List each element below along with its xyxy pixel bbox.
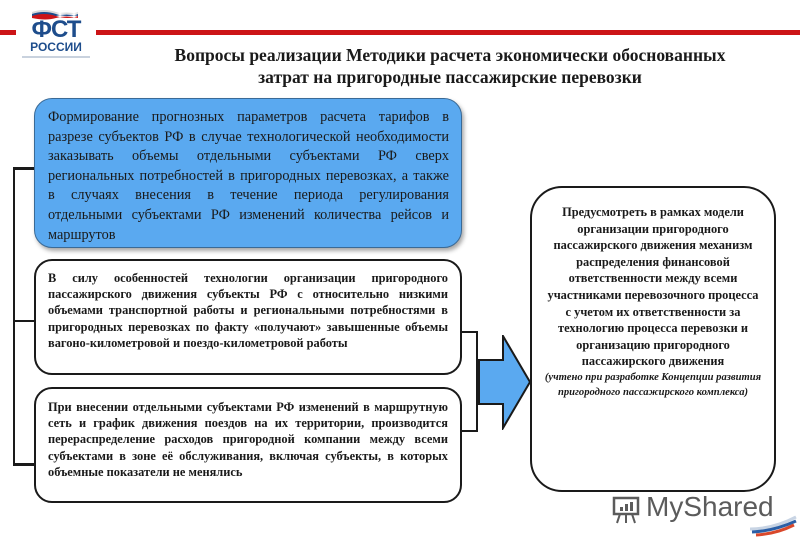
right-arrow-icon [478, 335, 532, 430]
issue-text: Формирование прогнозных параметров расчета тарифов в разрезе субъектов РФ в случае технологической необходимости заказывать объемы отдельными субъектами РФ сверх региональных потребностей в пригородных перевозках, а также в случаях внесения в течение периода регулирования отдельными субъектами РФ изменений количества рейсов и маршрутов [48, 109, 449, 243]
issue-box-forecast [34, 98, 462, 248]
connector-tick [13, 464, 35, 466]
header-rule-left [0, 30, 16, 35]
right-bracket-connector [462, 331, 478, 432]
connector-tick [13, 320, 35, 322]
issue-box-redistribution [34, 387, 462, 503]
logo-abbr: ФСТ [31, 16, 81, 43]
left-bracket-connector [13, 168, 35, 465]
page-title [100, 44, 800, 88]
issue-box-volumes [34, 259, 462, 375]
header-rule-right [64, 30, 800, 35]
proposal-note: (учтено при разработке Концепции развития пригородного пассажирского комплекса) [544, 371, 762, 398]
title-line-2: затрат на пригородные пассажирские перевозки [258, 67, 642, 87]
logo-name: РОССИИ [30, 40, 82, 54]
connector-tick [13, 167, 35, 169]
watermark-text: MyShared [646, 491, 774, 522]
watermark [608, 493, 798, 539]
presentation-board-icon [610, 495, 642, 525]
issue-text: В силу особенностей технологии организации пригородного пассажирского движения субъекты РФ с относительно низкими объемами транспортной работы и региональными потребностями в пригородных перевозках по факту «получают» завышенные объемы вагоно-километровой и поездо-километровой работы [48, 271, 448, 350]
fst-logo [16, 2, 96, 64]
logo-subtitle-line [22, 56, 90, 58]
title-line-1: Вопросы реализации Методики расчета экономически обоснованных [174, 45, 726, 65]
proposal-box [530, 186, 776, 492]
proposal-text: Предусмотреть в рамках модели организации пригородного пассажирского движения механизм распределения финансовой ответственности между всеми участниками перевозочного процесса с учетом их ответственности за технологию процесса перевозки и организацию пригородного пассажирского движения [547, 205, 759, 369]
flag-swoosh-icon [748, 515, 798, 537]
issue-text: При внесении отдельными субъектами РФ изменений в маршрутную сеть и график движения поездов на их территории, производится перераспределение расходов пригородной компании между всеми субъектами в зоне её обслуживания, включая субъекты, в которых объемные показатели не менялись [48, 400, 448, 479]
